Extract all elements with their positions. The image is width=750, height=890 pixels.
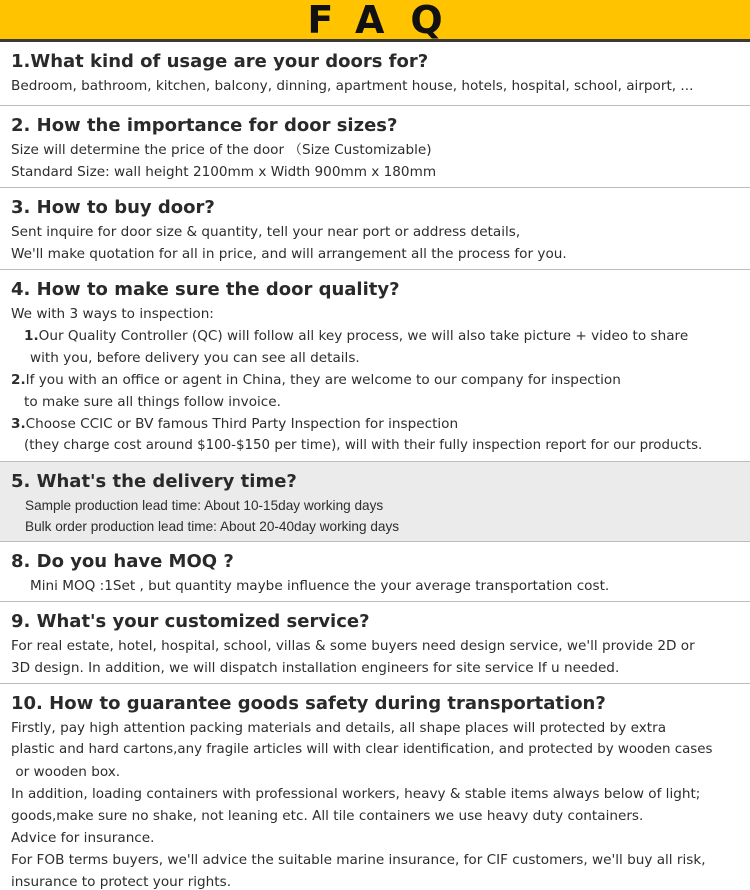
faq-item	[0, 684, 750, 890]
faq-item	[0, 106, 750, 188]
inspection-point: 2.If you with an office or agent in China, they are welcome to our company for inspection	[11, 372, 621, 388]
inspection-point: 1.Our Quality Controller (QC) will follow all key process, we will also take picture + video to share	[24, 328, 689, 344]
faq-question: 9. What's your customized service?	[11, 611, 370, 632]
faq-item	[0, 188, 750, 270]
faq-answer: Advice for insurance.	[11, 830, 155, 846]
faq-list	[0, 42, 750, 890]
faq-answer: plastic and hard cartons,any fragile articles will with clear identification, and protected by wooden cases	[11, 742, 713, 757]
faq-header	[0, 0, 750, 42]
faq-answer: Firstly, pay high attention packing materials and details, all shape places will protected by extra	[11, 720, 667, 736]
faq-answer: or wooden box.	[11, 764, 121, 780]
inspection-point-continued: (they charge cost around $100-$150 per time), will with their fully inspection report for our products.	[24, 438, 703, 453]
faq-item	[0, 542, 750, 602]
faq-question: 10. How to guarantee goods safety during transportation?	[11, 693, 606, 714]
faq-answer: For real estate, hotel, hospital, school, villas & some buyers need design service, we'll provide 2D or	[11, 638, 695, 654]
faq-answer: Sent inquire for door size & quantity, tell your near port or address details,	[11, 224, 521, 240]
faq-item	[0, 462, 750, 542]
faq-answer: Size will determine the price of the door （Size Customizable)	[11, 142, 432, 158]
faq-answer: For FOB terms buyers, we'll advice the suitable marine insurance, for CIF customers, we'll buy all risk,	[11, 852, 706, 868]
faq-answer: Standard Size: wall height 2100mm x Width 900mm x 180mm	[11, 164, 437, 180]
faq-question: 1.What kind of usage are your doors for?	[11, 51, 429, 72]
faq-answer: Bulk order production lead time: About 20-40day working days	[25, 519, 400, 534]
faq-question: 3. How to buy door?	[11, 197, 215, 218]
faq-question: 8. Do you have MOQ ?	[11, 551, 234, 572]
faq-answer: We'll make quotation for all in price, and will arrangement all the process for you.	[11, 246, 567, 262]
inspection-point: 3.Choose CCIC or BV famous Third Party Inspection for inspection	[11, 416, 459, 432]
faq-item	[0, 42, 750, 106]
faq-answer: Mini MOQ :1Set , but quantity maybe influence the your average transportation cost.	[30, 578, 610, 594]
faq-answer: In addition, loading containers with professional workers, heavy & stable items always below of light;	[11, 786, 701, 802]
faq-answer: 3D design. In addition, we will dispatch installation engineers for site service If u needed.	[11, 660, 620, 676]
faq-question: 5. What's the delivery time?	[11, 471, 297, 492]
faq-answer: goods,make sure no shake, not leaning etc. All tile containers we use heavy duty containers.	[11, 808, 644, 824]
faq-item	[0, 602, 750, 684]
faq-question: 4. How to make sure the door quality?	[11, 279, 400, 300]
inspection-point-continued: to make sure all things follow invoice.	[24, 394, 281, 410]
faq-answer: Bedroom, bathroom, kitchen, balcony, dinning, apartment house, hotels, hospital, school, airport, ...	[11, 78, 694, 94]
faq-answer: We with 3 ways to inspection:	[11, 306, 214, 322]
inspection-point-continued: with you, before delivery you can see all details.	[30, 350, 360, 366]
faq-question: 2. How the importance for door sizes?	[11, 115, 398, 136]
page-title: FAQ	[307, 0, 469, 42]
faq-answer: Sample production lead time: About 10-15day working days	[25, 498, 384, 513]
faq-item	[0, 270, 750, 462]
faq-answer: insurance to protect your rights.	[11, 874, 232, 890]
